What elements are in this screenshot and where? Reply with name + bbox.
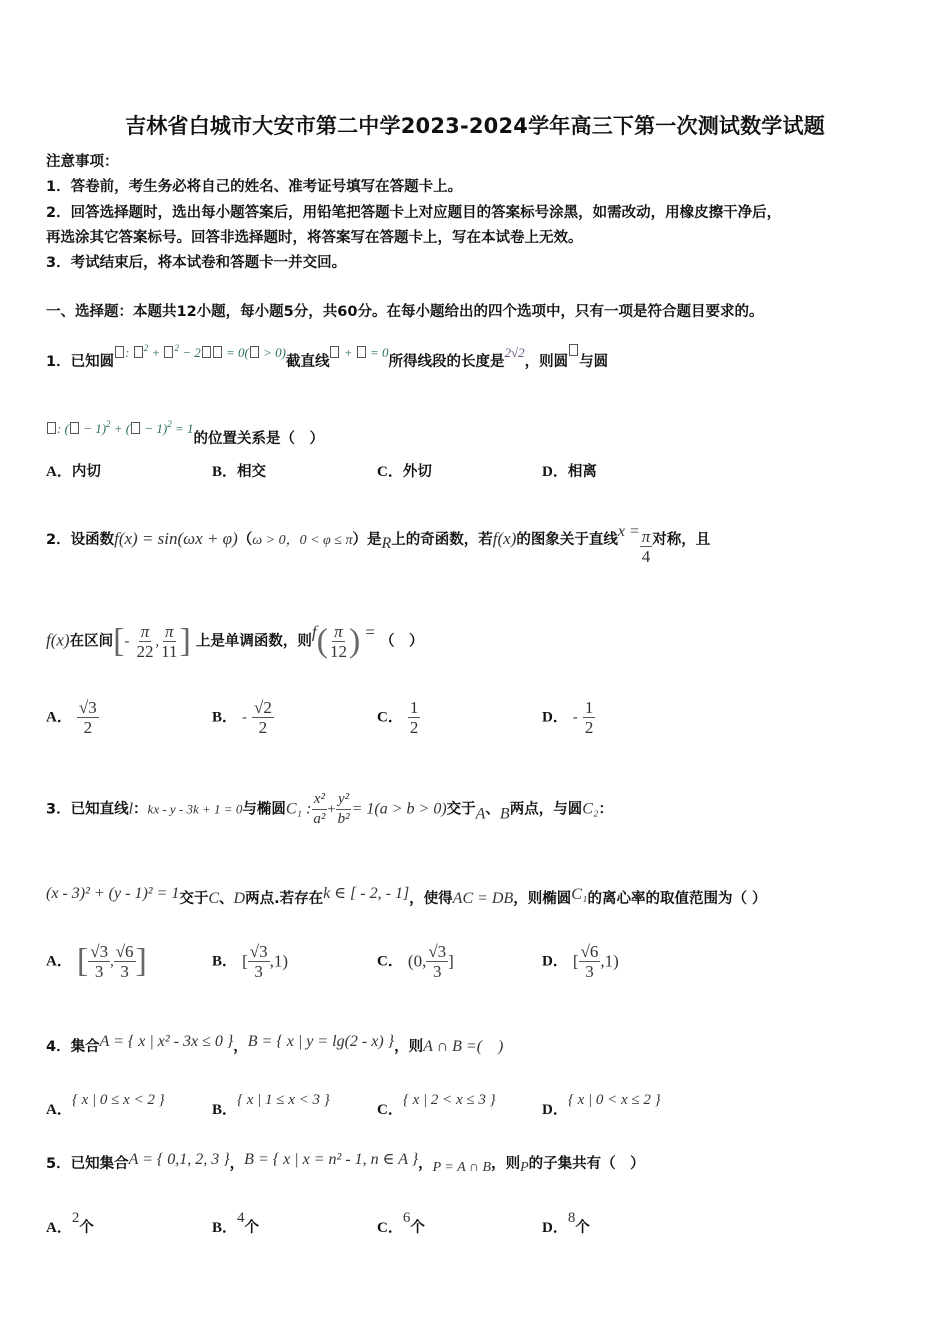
exam-title: 吉林省白城市大安市第二中学2023-2024学年高三下第一次测试数学试题 <box>125 114 825 138</box>
q2-option-c[interactable]: C． $\frac{1}{2}$ <box>377 698 419 737</box>
q1-option-c[interactable]: C．外切 <box>377 464 432 480</box>
q1-option-b[interactable]: B．相交 <box>212 464 267 480</box>
fraction-pi-4: $\frac{\pi}{4}$ <box>641 527 651 566</box>
formula-set-a: A = { 0,1, 2, 3 } <box>128 1151 230 1168</box>
q2-option-b[interactable]: B． - $\frac{√2}{2}$ <box>212 698 272 737</box>
formula-circle-n: : ( − 1)$^2$ + ( − 1)$^2$ = 1 <box>46 421 194 436</box>
q2-option-a[interactable]: A． $\frac{√3}{2}$ <box>46 698 97 737</box>
q1-option-d[interactable]: D．相离 <box>542 464 597 480</box>
q5-option-a[interactable]: A．2个 <box>46 1210 94 1236</box>
formula-circle-m: : $^2$ + $^2$ − 2 = 0( > 0) <box>114 345 286 360</box>
notice-item-1: 1．答卷前，考生务必将自己的姓名、准考证号填写在答题卡上。 <box>46 179 463 195</box>
question-number: 1． <box>46 354 71 370</box>
formula-length: 2√2 <box>504 345 525 360</box>
formula-circle-c2: (x - 3)² + (y - 1)² = 1 <box>46 885 180 902</box>
q1-option-a[interactable]: A．内切 <box>46 464 101 480</box>
question-1: 1．已知圆: $^2$ + $^2$ − 2 = 0( > 0)截直线 + = 0所得线段的长度是2√2，则圆 与圆 <box>46 343 609 370</box>
formula-set-b: B = { x | y = lg(2 - x) } <box>247 1033 395 1050</box>
q4-option-c[interactable]: C．{ x | 2 < x ≤ 3 } <box>377 1092 496 1118</box>
formula-line: + = 0 <box>329 345 388 360</box>
q3-option-b[interactable]: B． [ $\frac{√3}{3}$ ,1) <box>212 942 289 981</box>
formula-set-b: B = { x | x = n² - 1, n ∈ A } <box>244 1151 419 1168</box>
formula-line-l: kx - y - 3k + 1 = 0 <box>147 801 243 817</box>
question-2: 2．设函数f(x) = sin(ωx + φ)（ω > 0，0 < φ ≤ π）是R上的奇函数，若f(x)的图象关于直线x = $\frac{\pi}{4}$ 对称，且 <box>46 523 711 566</box>
q3-option-a[interactable]: A． [ $\frac{√3}{3}$ , $\frac{√6}{3}$ ] <box>46 942 147 981</box>
question-5: 5．已知集合A = { 0,1, 2, 3 }，B = { x | x = n² - 1, n ∈ A }，P = A ∩ B，则P的子集共有（ ） <box>46 1151 645 1175</box>
formula-set-a: A = { x | x² - 3x ≤ 0 } <box>99 1033 234 1050</box>
question-1-cont: : ( − 1)$^2$ + ( − 1)$^2$ = 1的位置关系是（ ） <box>46 414 324 449</box>
q5-option-d[interactable]: D．8个 <box>542 1210 590 1236</box>
q5-option-b[interactable]: B．4个 <box>212 1210 260 1236</box>
notice-item-2-cont: 再选涂其它答案标号。回答非选择题时，将答案写在答题卡上，写在本试卷上无效。 <box>46 230 583 246</box>
question-4: 4．集合A = { x | x² - 3x ≤ 0 }，B = { x | y = lg(2 - x) }，则A ∩ B =( ) <box>46 1033 504 1055</box>
q3-option-d[interactable]: D． [ $\frac{√6}{3}$ ,1) <box>542 942 619 981</box>
q4-option-a[interactable]: A．{ x | 0 ≤ x < 2 } <box>46 1092 165 1118</box>
q4-option-b[interactable]: B．{ x | 1 ≤ x < 3 } <box>212 1092 330 1118</box>
section-heading: 一、选择题：本题共12小题，每小题5分，共60分。在每小题给出的四个选项中，只有一项是符合题目要求的。 <box>46 304 764 320</box>
formula-f: f(x) = sin(ωx + φ) <box>114 529 238 548</box>
notice-item-3: 3．考试结束后，将本试卷和答题卡一并交回。 <box>46 255 347 271</box>
q3-option-c[interactable]: C． (0, $\frac{√3}{3}$ ] <box>377 942 454 981</box>
question-2-cont: f(x)在区间[- $\frac{\pi}{22}$ , $\frac{\pi}{11}$ ] 上是单调函数，则f( $\frac{\pi}{12}$ ) = （ ） <box>46 622 424 661</box>
q4-option-d[interactable]: D．{ x | 0 < x ≤ 2 } <box>542 1092 661 1118</box>
question-3-cont: (x - 3)² + (y - 1)² = 1交于C、D两点.若存在k ∈ [ - 2, - 1]，使得AC = DB，则椭圆C₁的离心率的取值范围为（ ） <box>46 885 767 907</box>
q2-option-d[interactable]: D． - $\frac{1}{2}$ <box>542 698 594 737</box>
notice-heading: 注意事项： <box>46 154 119 170</box>
q5-option-c[interactable]: C．6个 <box>377 1210 425 1236</box>
notice-item-2: 2．回答选择题时，选出每小题答案后，用铅笔把答题卡上对应题目的答案标号涂黑，如需改动，用橡皮擦干净后， <box>46 205 782 221</box>
question-3: 3．已知直线l：kx - y - 3k + 1 = 0与椭圆C₁ : $\frac{\text{x²}}{\text{a²}}$ + $\frac{\text{y²}}{\text{b²}}$ = 1(a > b > 0)交于A、B两点，与圆C₂： <box>46 791 613 827</box>
